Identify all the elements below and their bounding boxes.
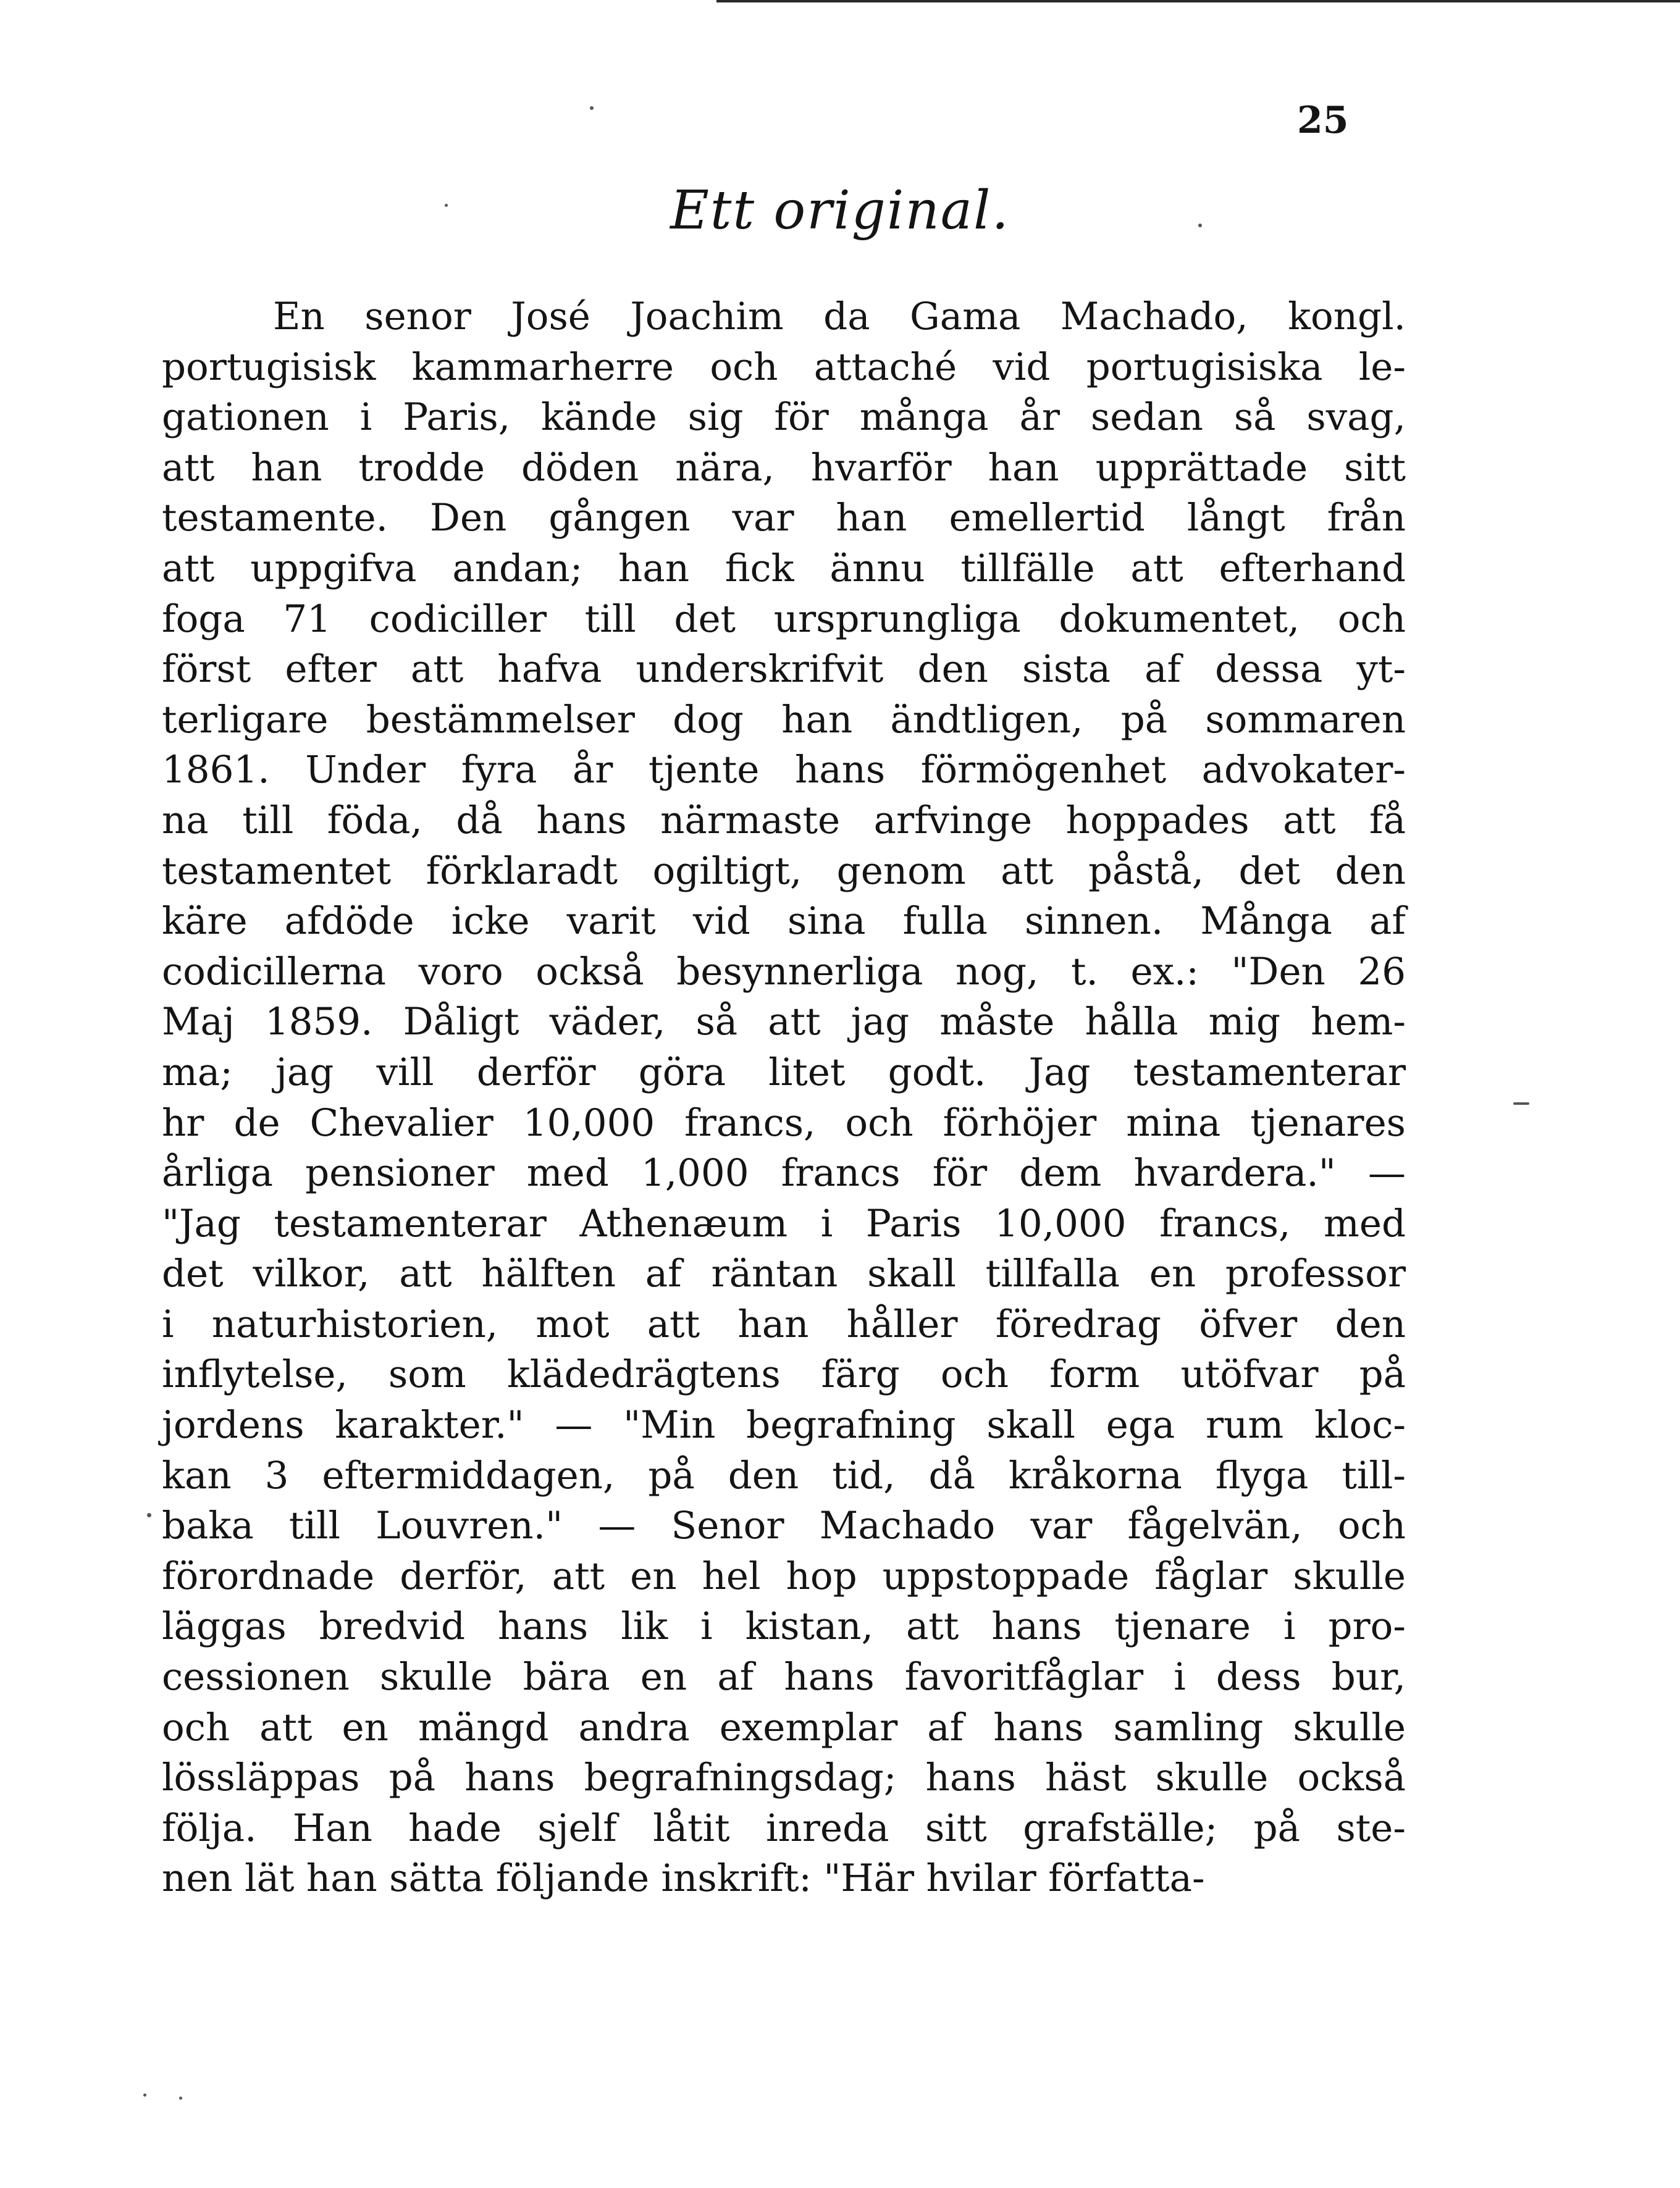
text-line: jordens karakter." — "Min begrafning skall ega rum kloc- [162, 1403, 1406, 1448]
text-line: kan 3 eftermiddagen, på den tid, då kråkorna flyga till- [162, 1453, 1406, 1498]
scan-speck [1513, 1102, 1529, 1105]
page-number: 25 [1297, 99, 1349, 142]
text-line: nen lät han sätta följande inskrift: "Här hvilar författa- [162, 1856, 1205, 1901]
body-text [162, 291, 1406, 1904]
text-line: det vilkor, att hälften af räntan skall tillfalla en professor [162, 1252, 1406, 1296]
text-line: "Jag testamenterar Athenæum i Paris 10,000 francs, med [162, 1201, 1406, 1246]
scan-speck [590, 106, 594, 110]
text-line: att uppgifva andan; han fick ännu tillfälle att efterhand [162, 546, 1406, 590]
text-line: årliga pensioner med 1,000 francs för dem hvardera." — [162, 1151, 1406, 1196]
text-line: codicillerna voro också besynnerliga nog, t. ex.: "Den 26 [162, 949, 1406, 994]
text-line: En senor José Joachim da Gama Machado, kongl. [273, 295, 1406, 338]
text-line: terligare bestämmelser dog han ändtligen, på sommaren [162, 697, 1406, 742]
text-line: först efter att hafva underskrifvit den sista af dessa yt- [162, 647, 1406, 692]
chapter-title: Ett original. [670, 180, 1010, 241]
scan-speck [147, 1513, 151, 1517]
top-edge-rule [716, 0, 1680, 2]
scan-speck [445, 204, 448, 207]
text-line: läggas bredvid hans lik i kistan, att hans tjenare i pro- [162, 1604, 1406, 1649]
text-line: testamentet förklaradt ogiltigt, genom att påstå, det den [162, 849, 1406, 893]
text-line: 1861. Under fyra år tjente hans förmögenhet advokater- [162, 748, 1406, 792]
text-line: gationen i Paris, kände sig för många år sedan så svag, [162, 395, 1406, 440]
text-line: käre afdöde icke varit vid sina fulla sinnen. Många af [162, 899, 1406, 944]
scan-speck [179, 2097, 182, 2100]
text-line: hr de Chevalier 10,000 francs, och förhöjer mina tjenares [162, 1100, 1406, 1145]
text-line: baka till Louvren." — Senor Machado var fågelvän, och [162, 1504, 1406, 1548]
text-line: i naturhistorien, mot att han håller föredrag öfver den [162, 1302, 1406, 1346]
text-line: Maj 1859. Dåligt väder, så att jag måste hålla mig hem- [162, 1000, 1406, 1044]
text-line: portugisisk kammarherre och attaché vid portugisiska le- [162, 345, 1406, 389]
text-line: foga 71 codiciller till det ursprungliga dokumentet, och [162, 597, 1406, 641]
scan-speck [143, 2094, 146, 2097]
text-line: att han trodde döden nära, hvarför han upprättade sitt [162, 445, 1406, 490]
text-line: och att en mängd andra exemplar af hans samling skulle [162, 1705, 1406, 1750]
text-line: förordnade derför, att en hel hop uppstoppade fåglar skulle [162, 1554, 1406, 1598]
text-line: följa. Han hade sjelf låtit inreda sitt grafställe; på ste- [162, 1806, 1406, 1850]
text-line: inflytelse, som klädedrägtens färg och form utöfvar på [162, 1352, 1406, 1397]
text-line: na till föda, då hans närmaste arfvinge hoppades att få [162, 798, 1406, 842]
text-line: lössläppas på hans begrafningsdag; hans häst skulle också [162, 1756, 1406, 1800]
text-line: cessionen skulle bära en af hans favoritfåglar i dess bur, [162, 1655, 1406, 1700]
scan-speck [1198, 224, 1202, 227]
text-line: testamente. Den gången var han emellertid långt från [162, 496, 1406, 540]
text-line: ma; jag vill derför göra litet godt. Jag testamenterar [162, 1050, 1406, 1094]
